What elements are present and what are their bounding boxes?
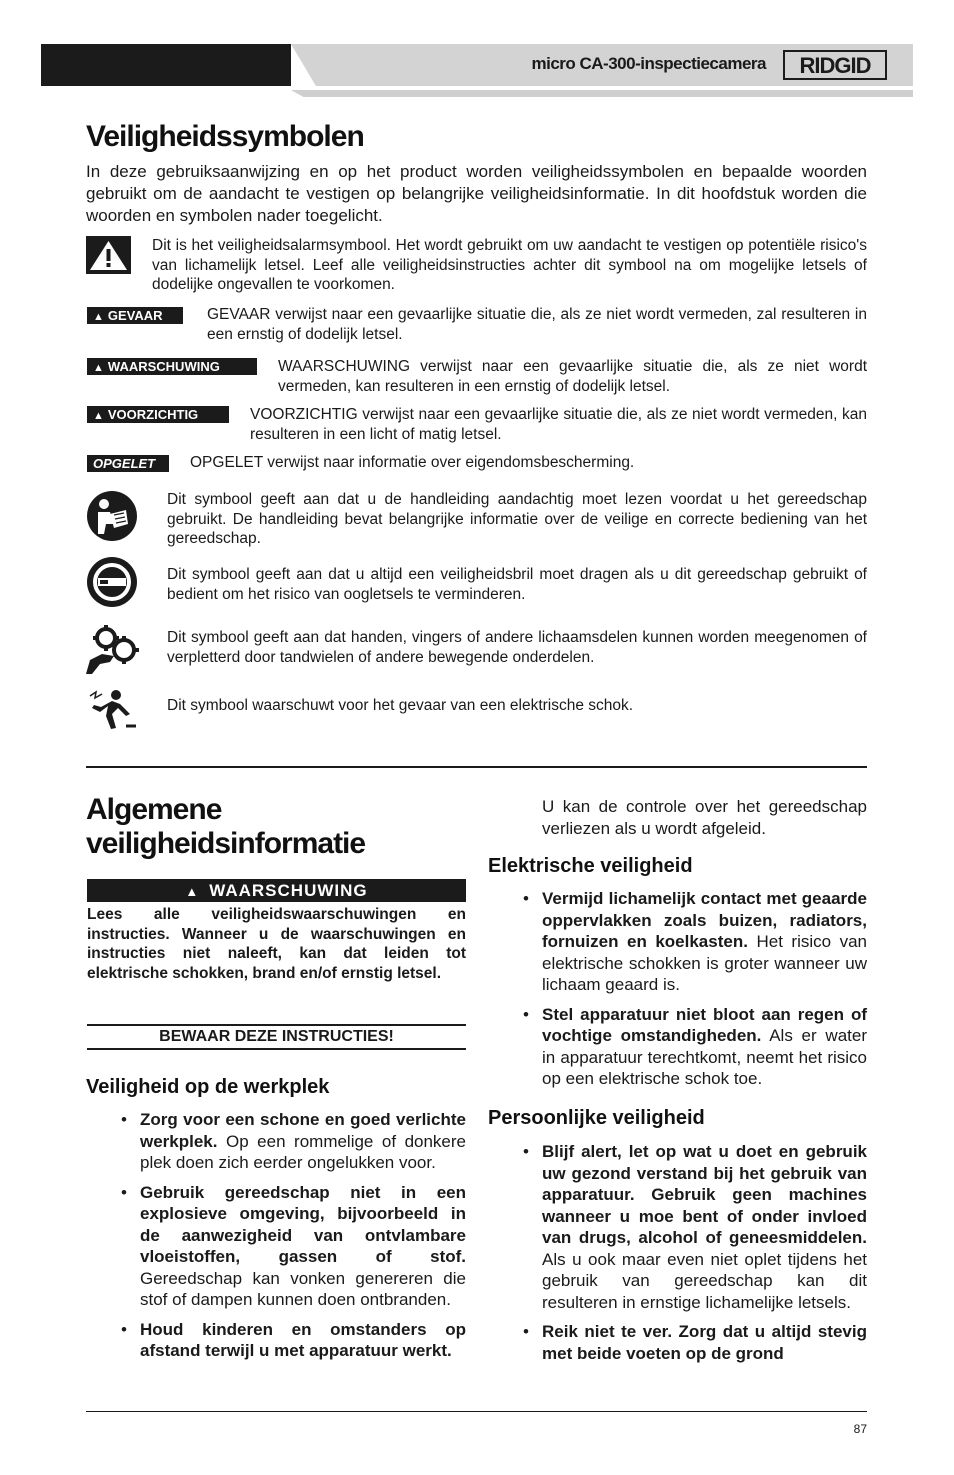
- list-item: • Stel apparatuur niet bloot aan regen of vochtige omstandigheden. Als er water in apparatuur terechtkomt, neemt het risico op een elektrische schok toe.: [542, 1004, 867, 1090]
- badge-waarschuwing: [87, 358, 257, 375]
- svg-text:RIDGID: RIDGID: [799, 53, 871, 78]
- section-heading-general: Algemene veiligheidsinformatie: [86, 793, 366, 860]
- warning-triangle-icon: ▲: [93, 311, 104, 323]
- list-item: • Reik niet te ver. Zorg dat u altijd stevig met beide voeten op de grond: [542, 1321, 867, 1364]
- list-item: • Houd kinderen en omstanders op afstand terwijl u met apparatuur werkt.: [140, 1319, 466, 1362]
- electric-shock-text: Dit symbool waarschuwt voor het gevaar van een elektrische schok.: [167, 697, 634, 714]
- footer-rule: [86, 1411, 867, 1412]
- safety-glasses-icon: [86, 556, 138, 608]
- safety-glasses-text: Dit symbool geeft aan dat u altijd een veiligheidsbril moet dragen als u dit gereedschap gebruikt of bedient om het risico van oogletsels te verminderen.: [167, 566, 867, 603]
- warning-bar-label: WAARSCHUWING: [209, 881, 368, 900]
- workplace-heading: Veiligheid op de werkplek: [86, 1076, 330, 1098]
- page-number: 87: [853, 1422, 867, 1436]
- section-divider: [86, 766, 867, 768]
- badge-label: VOORZICHTIG: [107, 407, 199, 422]
- personal-heading: Persoonlijke veiligheid: [488, 1107, 705, 1129]
- header-title: micro CA-300-inspectiecamera: [531, 54, 766, 73]
- list-item: • Zorg voor een schone en goed verlichte werkplek. Op een rommelige of donkere plek doen zich eerder ongelukken voor.: [140, 1109, 466, 1174]
- header-black-bar: [41, 44, 291, 86]
- warning-triangle-icon: ▲: [93, 362, 104, 374]
- list-item: • Vermijd lichamelijk contact met geaarde oppervlakken zoals buizen, radiators, fornuizen en koelkasten. Het risico van elektrische schokken is groter wanneer uw lichaam geaard is.: [542, 888, 867, 996]
- personal-list: [542, 1141, 867, 1372]
- list-item: • Blijf alert, let op wat u doet en gebruik uw gezond verstand bij het gebruik van apparatuur. Gebruik geen machines wanneer u moe bent of onder invloed van drugs, alcohol of geneesmiddelen. Als u ook maar even niet oplet tijdens het gebruik van gereedschap kan dit resulteren in ernstige lichamelijke letsels.: [542, 1141, 867, 1313]
- read-manual-icon: [86, 490, 138, 542]
- electric-shock-icon: [86, 686, 138, 732]
- right-top-text: U kan de controle over het gereedschap verliezen als u wordt afgeleid.: [542, 797, 867, 838]
- electrical-heading: Elektrische veiligheid: [488, 855, 693, 877]
- read-manual-text: Dit symbool geeft aan dat u de handleiding aandachtig moet lezen voordat u het gereedschap gebruikt. De handleiding bevat belangrijke informatie over de veilige en correcte bediening van het gereedschap.: [167, 491, 867, 547]
- intro-paragraph: In deze gebruiksaanwijzing en op het product worden veiligheidssymbolen en bepaalde woorden gebruikt om de aandacht te vestigen op belangrijke veiligheidsinformatie. In dit hoofdstuk worden die woorden en symbolen nader toegelicht.: [86, 162, 867, 225]
- list-item: • Gebruik gereedschap niet in een explosieve omgeving, bijvoorbeeld in de aanwezigheid van ontvlambare vloeistoffen, gassen of stof. Gereedschap kan vonken genereren die stof of dampen kunnen doen ontbranden.: [140, 1182, 466, 1311]
- keep-instructions-label: BEWAAR DEZE INSTRUCTIES!: [87, 1024, 466, 1050]
- crush-hazard-text: Dit symbool geeft aan dat handen, vingers of andere lichaamsdelen kunnen worden meegenomen of verpletterd door tandwielen of andere bewegende onderdelen.: [167, 629, 867, 666]
- alert-symbol-text: Dit is het veiligheidsalarmsymbool. Het wordt gebruikt om uw aandacht te vestigen op potentiële risico's van lichamelijk letsel. Leef alle veiligheidsinstructies achter dit symbool na om mogelijke letsels of dodelijke ongevallen te voorkomen.: [152, 237, 867, 293]
- badge-opgelet: [87, 455, 169, 472]
- ridgid-logo: [783, 50, 887, 80]
- waarschuwing-text: WAARSCHUWING verwijst naar een gevaarlijke situatie die, als ze niet wordt vermeden, kan resulteren in een ernstig of dodelijk letsel.: [278, 358, 867, 395]
- safety-alert-icon: [86, 236, 131, 274]
- badge-label: OPGELET: [93, 456, 156, 471]
- warning-text: Lees alle veiligheidswaarschuwingen en instructies. Wanneer u de waarschuwingen en instructies niet naleeft, kan dat leiden tot elektrische schokken, brand en/of ernstig letsel.: [87, 906, 466, 982]
- badge-gevaar: [87, 307, 183, 324]
- warning-bar: [87, 879, 466, 902]
- badge-label: GEVAAR: [107, 308, 163, 323]
- header-underline: [291, 90, 913, 97]
- workplace-list: [140, 1109, 466, 1370]
- voorzichtig-text: VOORZICHTIG verwijst naar een gevaarlijke situatie die, als ze niet wordt vermeden, kan resulteren in een licht of matig letsel.: [250, 406, 867, 443]
- section-heading-symbols: Veiligheidssymbolen: [86, 120, 364, 153]
- electrical-list: [542, 888, 867, 1098]
- warning-triangle-icon: ▲: [185, 884, 200, 899]
- gevaar-text: GEVAAR verwijst naar een gevaarlijke situatie die, als ze niet wordt vermeden, zal resulteren in een ernstig of dodelijk letsel.: [207, 306, 867, 343]
- badge-label: WAARSCHUWING: [107, 359, 220, 374]
- crush-hazard-icon: [84, 624, 139, 676]
- badge-voorzichtig: [87, 406, 229, 423]
- opgelet-text: OPGELET verwijst naar informatie over eigendomsbescherming.: [190, 454, 635, 471]
- warning-triangle-icon: ▲: [93, 410, 104, 422]
